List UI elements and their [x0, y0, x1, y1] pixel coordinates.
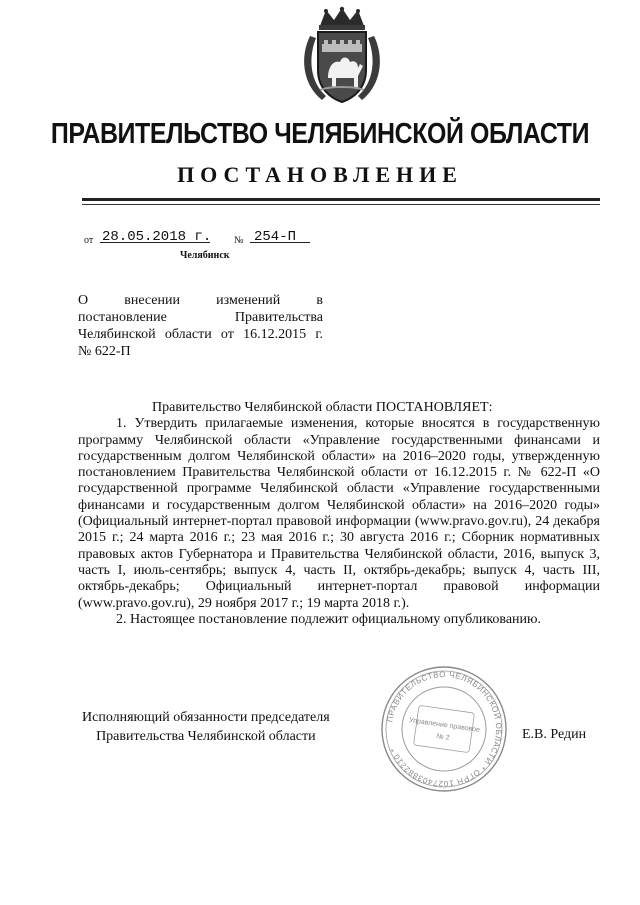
seal-inner-text: Управление правовое — [408, 717, 481, 734]
subject-line: Челябинской области от 16.12.2015 г. — [78, 327, 323, 342]
official-seal-icon — [378, 663, 510, 795]
coat-of-arms-icon — [296, 6, 388, 106]
seal-outer-text: ПРАВИТЕЛЬСТВО ЧЕЛЯБИНСКОЙ ОБЛАСТИ * ОГРН 1027403882210 * — [385, 669, 504, 789]
paragraph-1: 1. Утвердить прилагаемые изменения, которые вносятся в государственную программу Челябинской области «Управление государственными финансами и государственным долгом Челябинской области» на 2016–2020 годы, утвержденную постановлением Правительства Челябинской области от 16.12.2015 г. № 622-П «О государственной программе Челябинской области «Управление государственными финансами и государственным долгом Челябинской области» на 2016–2020 годы» (Официальный интернет-портал правовой информации (www.pravo.gov.ru), 24 декабря 2015 г.; 24 марта 2016 г.; 23 мая 2016 г.; 30 августа 2016 г.; Сборник нормативных правовых актов Губернатора и Правительства Челябинской области, 2016, выпуск 3, часть I, июль-сентябрь; выпуск 4, часть II, октябрь-декабрь; выпуск 4, часть III, октябрь-декабрь; Официальный интернет-портал правовой информации (www.pravo.gov.ru), 29 ноября 2017 г.; 19 марта 2018 г.). — [78, 416, 600, 611]
number-prefix: № — [234, 235, 244, 246]
document-date: 28.05.2018 г. — [102, 229, 212, 245]
subject-line: О внесении изменений в — [78, 293, 323, 308]
subject-line: постановление Правительства — [78, 310, 323, 325]
position-line: Правительства Челябинской области — [96, 729, 316, 744]
header-divider-thick — [82, 198, 600, 201]
position-line: Исполняющий обязанности председателя — [82, 710, 330, 725]
date-prefix: от — [84, 235, 94, 246]
header-divider-thin — [82, 204, 600, 205]
seal-inner-mark: № 2 — [435, 733, 450, 742]
government-title: ПРАВИТЕЛЬСТВО ЧЕЛЯБИНСКОЙ ОБЛАСТИ — [50, 118, 590, 150]
signatory-position — [82, 708, 330, 746]
subject-line: № 622-П — [78, 344, 131, 359]
paragraph-2: 2. Настоящее постановление подлежит официальному опубликованию. — [116, 611, 541, 627]
signatory-name: Е.В. Редин — [522, 727, 587, 742]
document-subject — [78, 292, 323, 360]
resolution-intro: Правительство Челябинской области ПОСТАНОВЛЯЕТ: — [152, 400, 493, 415]
document-type-heading: ПОСТАНОВЛЕНИЕ — [177, 162, 463, 187]
document-number: 254-П — [254, 229, 297, 245]
city-name: Челябинск — [180, 250, 230, 261]
document-body — [78, 400, 600, 628]
